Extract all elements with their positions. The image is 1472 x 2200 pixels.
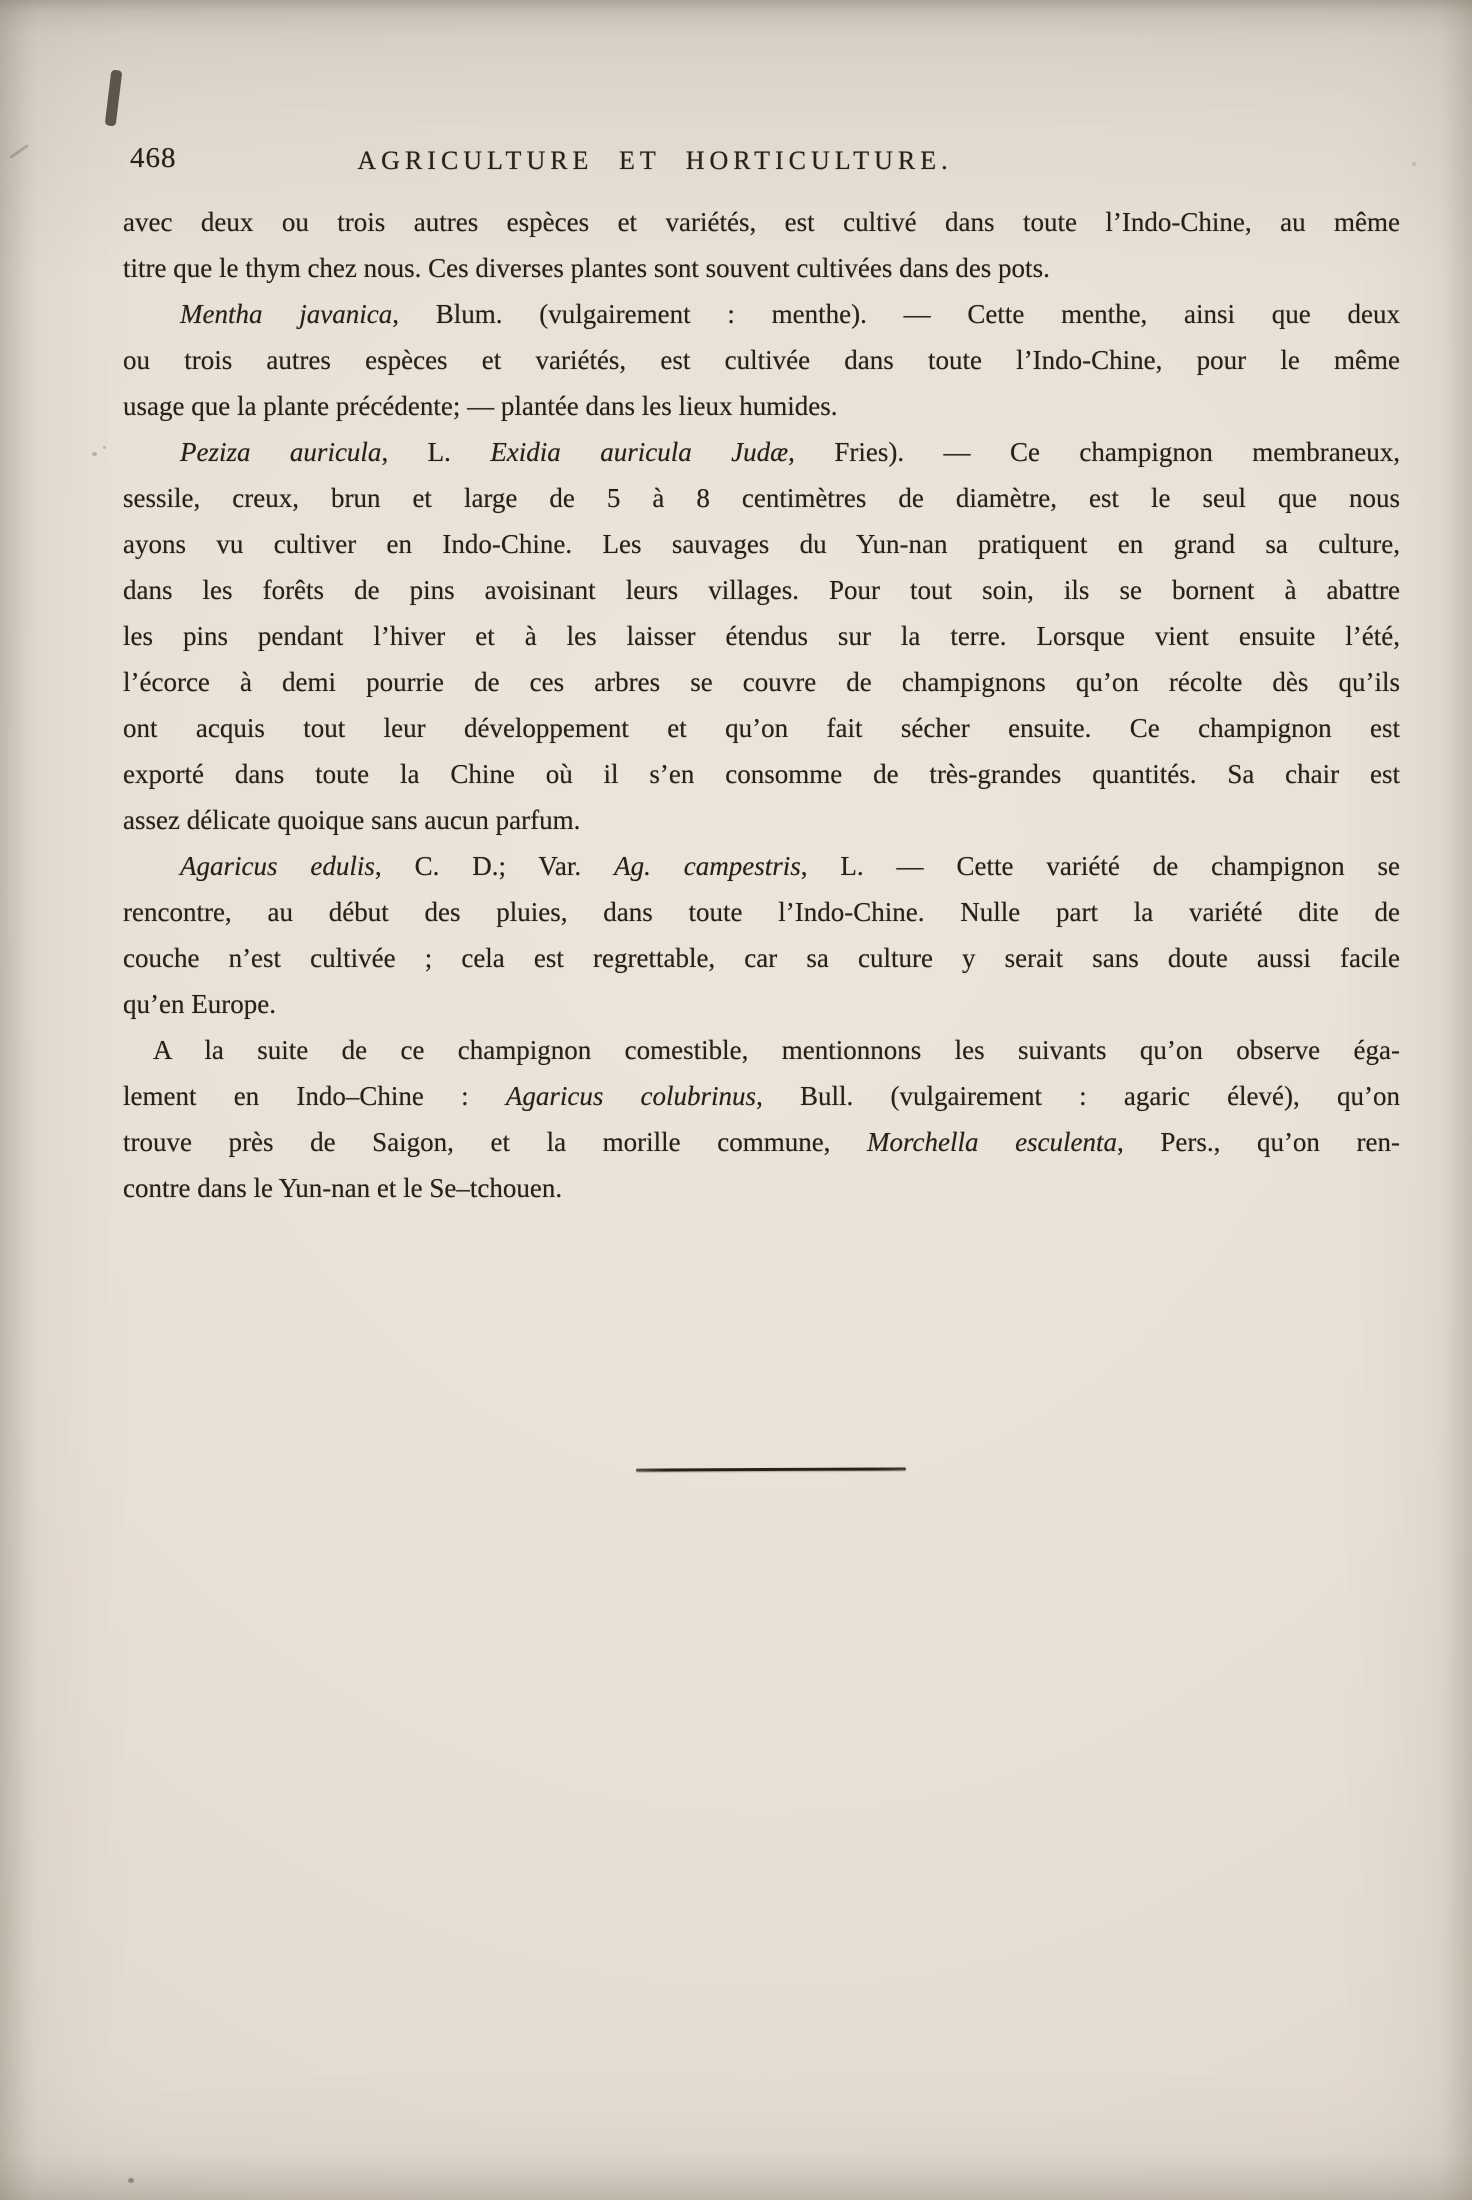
species-name: Mentha javanica — [180, 299, 393, 329]
text-run: qu’en Europe. — [123, 989, 276, 1019]
text-run: , Bull. (vulgairement : agaric élevé), qu’on — [756, 1081, 1400, 1111]
text-line — [123, 843, 1400, 889]
text-line — [123, 1073, 1400, 1119]
text-run: , Pers., qu’on ren- — [1117, 1127, 1400, 1157]
text-run: , L. — Cette variété de champignon se — [800, 851, 1400, 881]
text-run: avec deux ou trois autres espèces et variétés, est cultivé dans toute l’Indo-Chine, au même — [123, 207, 1400, 237]
running-title: AGRICULTURE ET HORTICULTURE. — [357, 146, 953, 175]
text-line — [123, 521, 1400, 567]
text-run: ou trois autres espèces et variétés, est cultivée dans toute l’Indo-Chine, pour le même — [123, 345, 1400, 375]
paragraph — [123, 843, 1400, 1027]
text-run: sessile, creux, brun et large de 5 à 8 centimètres de diamètre, est le seul que nous — [123, 483, 1400, 513]
text-line — [123, 199, 1400, 245]
species-name: Agaricus colubrinus — [505, 1081, 757, 1111]
text-run: dans les forêts de pins avoisinant leurs villages. Pour tout soin, ils se bornent à abattre — [123, 575, 1400, 605]
text-line — [123, 475, 1400, 521]
text-run: usage que la plante précédente; — plantée dans les lieux humides. — [123, 391, 838, 421]
text-line — [123, 751, 1400, 797]
paper-speck — [103, 446, 106, 449]
section-rule — [636, 1467, 906, 1471]
text-run: lement en Indo–Chine : — [123, 1081, 506, 1111]
ink-mark — [105, 70, 123, 127]
text-run: couche n’est cultivée ; cela est regrettable, car sa culture y serait sans doute aussi facile — [123, 943, 1400, 973]
text-run: contre dans le Yun-nan et le Se–tchouen. — [123, 1173, 563, 1203]
species-name: Morchella esculenta — [867, 1127, 1118, 1157]
text-run: , Fries). — Ce champignon membraneux, — [788, 437, 1400, 467]
paragraph — [123, 1027, 1400, 1211]
text-run: l’écorce à demi pourrie de ces arbres se couvre de champignons qu’on récolte dès qu’ils — [123, 667, 1400, 697]
ink-mark — [9, 144, 29, 159]
text-run: les pins pendant l’hiver et à les laisser étendus sur la terre. Lorsque vient ensuite l’été, — [123, 621, 1400, 651]
text-line — [123, 383, 1400, 429]
text-run: exporté dans toute la Chine où il s’en consomme de très-grandes quantités. Sa chair est — [123, 759, 1400, 789]
text-line — [123, 429, 1400, 475]
text-line — [123, 1119, 1400, 1165]
text-line — [123, 337, 1400, 383]
paper-speck — [1412, 162, 1416, 166]
text-run: ayons vu cultiver en Indo-Chine. Les sauvages du Yun-nan pratiquent en grand sa culture, — [123, 529, 1400, 559]
text-line — [123, 981, 1400, 1027]
text-run: rencontre, au début des pluies, dans toute l’Indo-Chine. Nulle part la variété dite de — [123, 897, 1400, 927]
text-run: assez délicate quoique sans aucun parfum. — [123, 805, 581, 835]
paper-speck — [92, 452, 97, 456]
text-line — [123, 245, 1400, 291]
text-run: trouve près de Saigon, et la morille commune, — [123, 1127, 868, 1157]
species-name: Exidia auricula Judæ — [490, 437, 789, 467]
text-line — [123, 1027, 1400, 1073]
species-name: Peziza auricula — [180, 437, 382, 467]
paragraph — [123, 291, 1400, 429]
paper-speck — [128, 2178, 134, 2183]
body-text — [123, 199, 1400, 1211]
text-run: , L. — [381, 437, 491, 467]
species-name: Ag. campestris — [614, 851, 801, 881]
page-number: 468 — [130, 142, 177, 174]
text-run: ont acquis tout leur développement et qu’on fait sécher ensuite. Ce champignon est — [123, 713, 1400, 743]
text-line — [123, 613, 1400, 659]
text-line — [123, 705, 1400, 751]
text-line — [123, 659, 1400, 705]
text-line — [123, 935, 1400, 981]
text-line — [123, 567, 1400, 613]
text-line — [123, 1165, 1400, 1211]
text-line — [123, 889, 1400, 935]
text-line — [123, 291, 1400, 337]
paragraph — [123, 199, 1400, 291]
text-run: , Blum. (vulgairement : menthe). — Cette menthe, ainsi que deux — [392, 299, 1401, 329]
paragraph — [123, 429, 1400, 843]
text-run: A la suite de ce champignon comestible, mentionnons les suivants qu’on observe éga- — [153, 1035, 1400, 1065]
text-run: , C. D.; Var. — [374, 851, 615, 881]
text-run: titre que le thym chez nous. Ces diverses plantes sont souvent cultivées dans des pots. — [123, 253, 1050, 283]
text-line — [123, 797, 1400, 843]
species-name: Agaricus edulis — [180, 851, 375, 881]
